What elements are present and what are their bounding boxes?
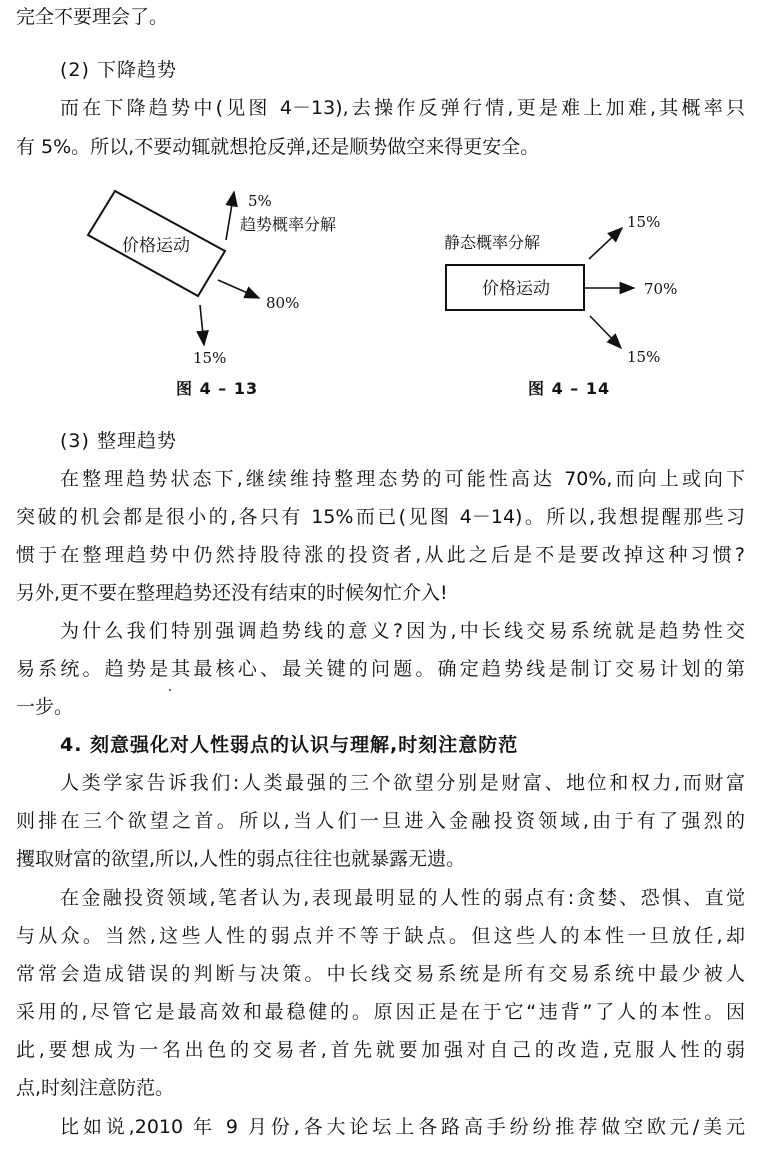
figure-4-14: [400, 170, 700, 400]
text-line: 攫取财富的欲望,所以,人性的弱点往往也就暴露无遗。: [16, 848, 466, 870]
text-line: 易系统。趋势是其最核心、最关键的问题。确定趋势线是制订交易计划的第: [16, 658, 745, 680]
text-line: 则排在三个欲望之首。所以,当人们一旦进入金融投资领域,由于有了强烈的: [16, 810, 745, 832]
text-line: 惯于在整理趋势中仍然持股待涨的投资者,从此之后是不是要改掉这种习惯?: [16, 544, 745, 566]
text-line: 另外,更不要在整理趋势还没有结束的时候匆忙介入!: [16, 582, 448, 604]
text-line: 与从众。当然,这些人性的弱点并不等于缺点。但这些人的本性一旦放任,却: [16, 925, 745, 947]
figure-4-13: [60, 170, 380, 400]
text-line: 常常会造成错误的判断与决策。中长线交易系统是所有交易系统中最少被人: [16, 963, 745, 985]
section-heading-4: 4. 刻意强化对人性弱点的认识与理解,时刻注意防范: [60, 734, 519, 756]
up-probability: 15%: [627, 213, 661, 231]
price-movement-label: 价格运动: [122, 236, 190, 256]
text-line: 人类学家告诉我们:人类最强的三个欲望分别是财富、地位和权力,而财富: [60, 772, 745, 794]
right-probability: 80%: [266, 294, 300, 312]
subheading-consolidation: (3) 整理趋势: [60, 430, 177, 452]
up-probability: 5%: [248, 192, 272, 210]
arrow-down: [200, 305, 204, 345]
figure-4-13-diagram: [60, 170, 380, 400]
text-line: 一步。: [16, 696, 74, 718]
arrow-up: [589, 228, 622, 259]
text-line: 在整理趋势状态下,继续维持整理态势的可能性高达 70%,而向上或向下: [60, 468, 745, 490]
subheading-downtrend: (2) 下降趋势: [60, 59, 177, 81]
trend-probability-title: 趋势概率分解: [240, 215, 337, 234]
down-probability: 15%: [627, 348, 661, 366]
text-line: 完全不要理会了。: [16, 6, 169, 28]
figure-4-13-caption: 图 4 – 13: [176, 379, 259, 398]
text-line: 比如说,2010 年 9 月份,各大论坛上各路高手纷纷推荐做空欧元/美元: [60, 1116, 745, 1138]
text-line: 为什么我们特别强调趋势线的意义?因为,中长线交易系统就是趋势性交: [60, 620, 745, 642]
right-probability: 70%: [644, 280, 678, 298]
arrow-down: [590, 316, 621, 348]
down-probability: 15%: [193, 349, 227, 367]
figure-4-14-caption: 图 4 – 14: [528, 379, 611, 398]
arrow-right: [218, 280, 259, 298]
print-speck: [169, 689, 171, 691]
text-line: 而在下降趋势中(见图 4－13),去操作反弹行情,更是难上加难,其概率只: [60, 97, 745, 119]
price-movement-label: 价格运动: [482, 279, 550, 299]
text-line: 采用的,尽管它是最高效和最稳健的。原因正是在于它“违背”了人的本性。因: [16, 1001, 745, 1023]
text-line: 在金融投资领域,笔者认为,表现最明显的人性的弱点有:贪婪、恐惧、直觉: [60, 887, 745, 909]
arrow-up: [226, 192, 234, 240]
figure-4-14-diagram: [400, 170, 700, 400]
static-probability-title: 静态概率分解: [444, 233, 541, 252]
text-line: 有 5%。所以,不要动辄就想抢反弹,还是顺势做空来得更安全。: [16, 136, 540, 158]
text-line: 点,时刻注意防范。: [16, 1077, 175, 1099]
text-line: 突破的机会都是很小的,各只有 15%而已(见图 4－14)。所以,我想提醒那些习: [16, 506, 745, 528]
text-line: 此,要想成为一名出色的交易者,首先就要加强对自己的改造,克服人性的弱: [16, 1039, 745, 1061]
